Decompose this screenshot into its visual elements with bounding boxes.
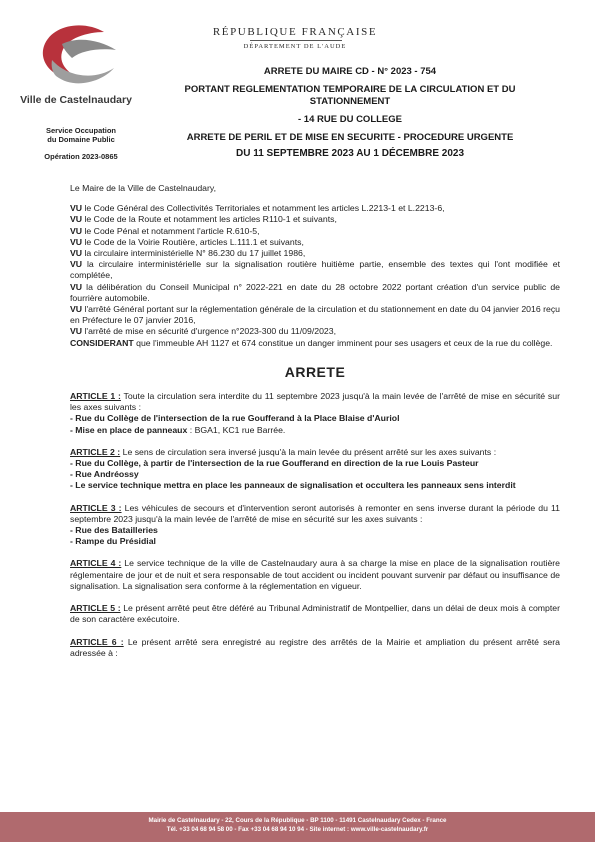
title-line-2: STATIONNEMENT	[309, 96, 391, 107]
republic-divider	[250, 40, 342, 41]
vu-item: VU la circulaire interministérielle sur la signalisation routière huitième partie, ensemble des textes qui l'ont modifiée et complétée,	[70, 259, 560, 281]
operation-ref	[16, 152, 146, 161]
document-titles	[160, 66, 540, 160]
vu-list	[70, 203, 560, 337]
title-line-1: PORTANT REGLEMENTATION TEMPORAIRE DE LA CIRCULATION ET DU	[184, 84, 516, 95]
street-title: - 14 RUE DU COLLEGE	[298, 114, 402, 125]
vu-item: VU le Code de la Route et notamment les articles R110-1 et suivants,	[70, 214, 337, 225]
article-6: ARTICLE 6 : Le présent arrêté sera enregistré au registre des arrêtés de la Mairie et ampliation du présent arrêté sera adressée à :	[70, 636, 560, 658]
operation-label: Opération	[44, 152, 80, 161]
peril-title: ARRETE DE PERIL ET DE MISE EN SECURITE - PROCEDURE URGENTE	[186, 132, 514, 143]
intro: Le Maire de la Ville de Castelnaudary,	[70, 183, 217, 193]
vu-item: VU le Code de la Voirie Routière, articles L.111.1 et suivants,	[70, 236, 304, 247]
service-line-1: Service Occupation	[45, 126, 117, 135]
article-2: ARTICLE 2 : Le sens de circulation sera inversé jusqu'à la main levée du présent arrêté sur les axes suivants : - Rue du Collège, à partir de l'intersection de la rue Goufferand en direction de la rue Louis Pasteur - Rue Andréossy - Le service technique mettra en place les panneaux de signalisation et occultera les panneaux sens interdit	[70, 446, 516, 491]
article-5: ARTICLE 5 : Le présent arrêté peut être déféré au Tribunal Administratif de Montpellier, dans un délai de deux mois à compter de son caractère exécutoire.	[70, 603, 561, 625]
department-name: DÉPARTEMENT DE L'AUDE	[243, 43, 347, 50]
vu-item: VU l'arrêté Général portant sur la réglementation générale de la circulation et du stationnement en date du 04 janvier 2016 reçu en Préfecture le 07 janvier 2016,	[70, 304, 560, 326]
republic-title: RÉPUBLIQUE FRANÇAISE	[212, 26, 378, 38]
footer-band	[0, 812, 595, 842]
considerant: CONSIDERANT que l'immeuble AH 1127 et 674 constitue un danger imminent pour ses usagers et ceux de la rue du collège.	[70, 337, 553, 348]
arrete-reference: ARRETE DU MAIRE CD - N° 2023 - 754	[263, 66, 437, 77]
footer-contact: Tél. +33 04 68 94 58 00 - Fax +33 04 68 94 10 94 - Site internet : www.ville-castelnaudary.fr	[166, 826, 429, 833]
vu-item: VU l'arrêté de mise en sécurité d'urgence n°2023-300 du 11/09/2023,	[70, 326, 336, 337]
vu-item: VU le Code Pénal et notamment l'article R.610-5,	[70, 225, 260, 236]
article-3: ARTICLE 3 : Les véhicules de secours et d'intervention seront autorisés à remonter en sens inverse durant la période du 11 septembre 2023 jusqu'à la main levée de l'arrêté de mise en sécurité sur les axes suivants : - Rue des Batailleries - Rampe du Présidial	[70, 502, 560, 547]
date-range: DU 11 SEPTEMBRE 2023 AU 1 DÉCEMBRE 2023	[235, 148, 465, 159]
vu-item: VU la délibération du Conseil Municipal n° 2022-221 en date du 28 octobre 2022 portant création d'un service public de fourrière automobile.	[70, 281, 560, 303]
footer-address: Mairie de Castelnaudary - 22, Cours de la République - BP 1100 - 11491 Castelnaudary Cedex - France	[148, 817, 447, 824]
operation-number: 2023-0865	[81, 152, 118, 161]
article-1: ARTICLE 1 : Toute la circulation sera interdite du 11 septembre 2023 jusqu'à la main levée de l'arrêté de mise en sécurité sur les axes suivants : - Rue du Collège de l'intersection de la rue Goufferand à la Place Blaise d'Auriol - Mise en place de panneaux : BGA1, KC1 rue Barrée.	[70, 391, 560, 435]
city-name: Ville de Castelnaudary	[20, 94, 132, 106]
city-logo	[22, 20, 132, 100]
document-body	[70, 183, 560, 670]
article-4: ARTICLE 4 : Le service technique de la ville de Castelnaudary aura à sa charge la mise en place de la signalisation routière réglementaire de jour et de nuit et sera responsable de tout accident ou incident pouvant survenir par défaut ou insuffisance de signalisation. La signalisation sera conforme à la réglementation en vigueur.	[70, 558, 560, 591]
service-name	[16, 126, 146, 144]
vu-item: VU la circulaire interministérielle N° 86.230 du 17 juillet 1986,	[70, 248, 306, 259]
arrete-heading: ARRETE	[284, 363, 346, 380]
vu-item: VU le Code Général des Collectivités Territoriales et notamment les articles L.2213-1 et L.2213-6,	[70, 203, 445, 214]
service-line-2: du Domaine Public	[47, 135, 115, 144]
